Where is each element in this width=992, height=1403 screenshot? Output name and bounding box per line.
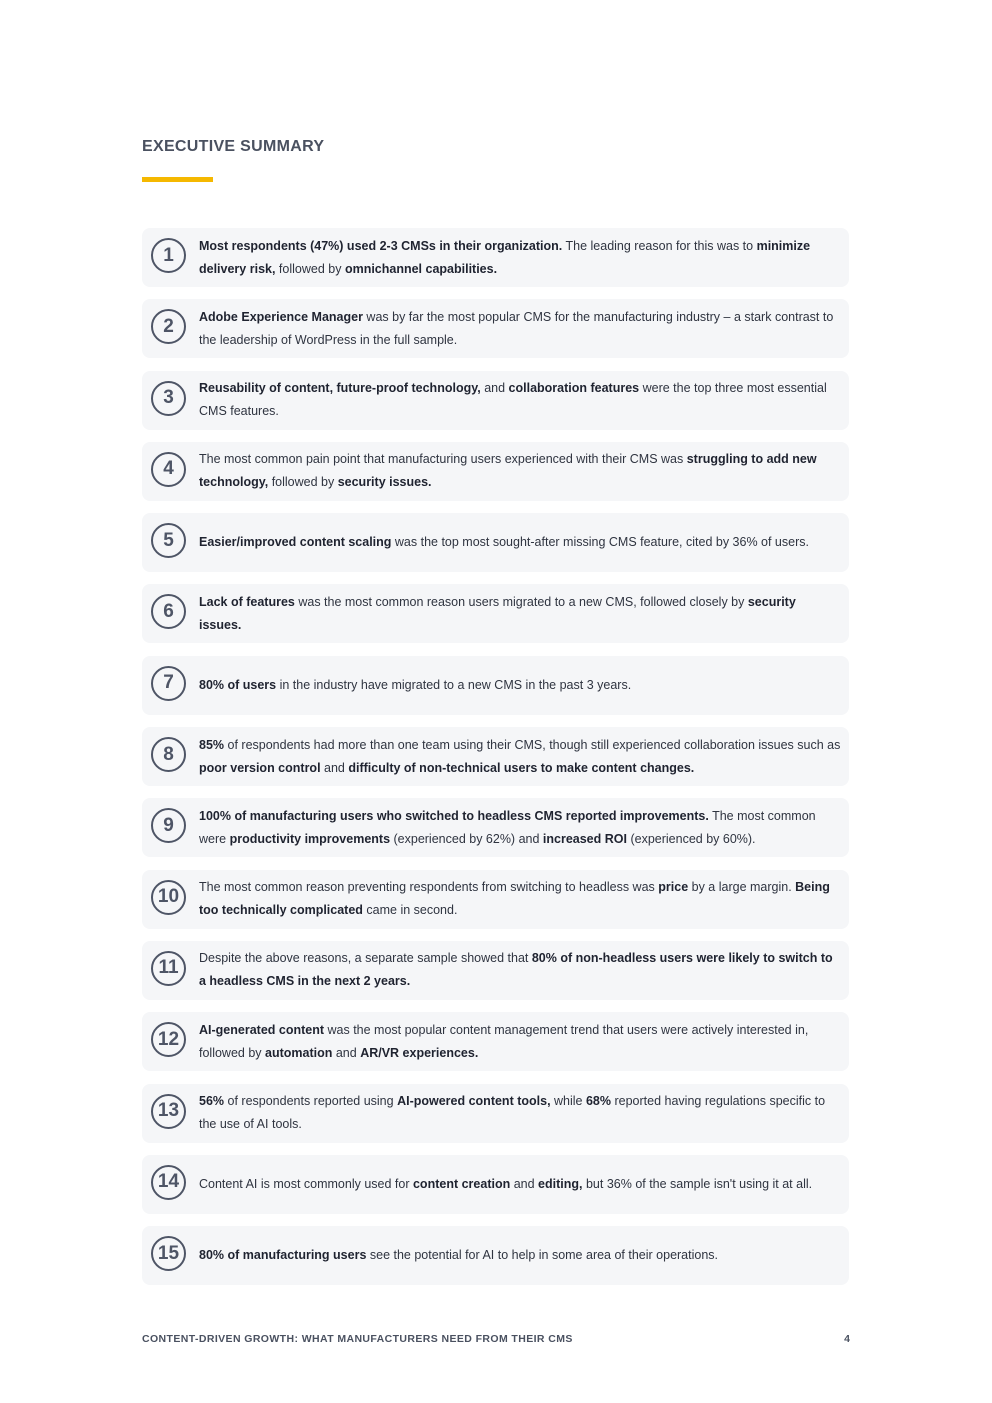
- body-text: while: [550, 1094, 586, 1109]
- bold-text: editing,: [538, 1176, 583, 1191]
- item-text-content: [199, 531, 809, 554]
- bold-text: 80% of non-headless users were likely to switch to a headless CMS in the next 2 years.: [199, 951, 833, 989]
- body-text: were the top three most essential CMS features.: [199, 381, 827, 419]
- body-text: see the potential for AI to help in some area of their operations.: [366, 1248, 719, 1263]
- bold-text: Reusability of content, future-proof technology,: [199, 381, 481, 396]
- body-text: and: [480, 381, 509, 396]
- item-text: [199, 584, 841, 643]
- item-number-badge: 9: [151, 808, 186, 843]
- bold-text: Easier/improved content scaling: [199, 535, 392, 550]
- summary-item: [142, 941, 849, 1000]
- summary-item: [142, 1012, 849, 1071]
- footer-title: CONTENT-DRIVEN GROWTH: WHAT MANUFACTURERS NEED FROM THEIR CMS: [142, 1333, 573, 1345]
- bold-text: content creation: [412, 1176, 511, 1191]
- body-text: by a large margin.: [688, 880, 796, 895]
- item-text-content: [199, 947, 841, 993]
- bold-text: 80% of users: [199, 677, 277, 692]
- bold-text: security issues.: [199, 594, 796, 632]
- bold-text: minimize delivery risk,: [199, 238, 811, 276]
- item-number-badge: 10: [151, 880, 186, 915]
- summary-item: [142, 1226, 849, 1285]
- bold-text: 80% of manufacturing users: [199, 1248, 367, 1263]
- body-text: The most common reason preventing respondents from switching to headless was: [199, 880, 659, 895]
- body-text: was the top most sought-after missing CMS feature, cited by 36% of users.: [391, 535, 809, 550]
- bold-text: automation: [265, 1045, 333, 1060]
- item-text: [199, 1012, 841, 1071]
- body-text: of respondents had more than one team using their CMS, though still experienced collaboration issues such as: [224, 737, 841, 752]
- bold-text: increased ROI: [542, 831, 627, 846]
- body-text: came in second.: [362, 903, 458, 918]
- body-text: reported having regulations specific to the use of AI tools.: [199, 1094, 826, 1132]
- bold-text: 100% of manufacturing users who switched to headless CMS reported improvements.: [199, 808, 709, 823]
- summary-item: [142, 870, 849, 929]
- bold-text: omnichannel capabilities.: [344, 261, 498, 276]
- body-text: in the industry have migrated to a new CMS in the past 3 years.: [276, 677, 632, 692]
- summary-item: [142, 1155, 849, 1214]
- body-text: was the most popular content management trend that users were actively interested in, followed by: [199, 1022, 809, 1060]
- bold-text: 56%: [199, 1094, 225, 1109]
- item-text-content: [199, 1019, 841, 1065]
- item-text-content: [199, 674, 631, 697]
- body-text: followed by: [275, 261, 345, 276]
- summary-list: [142, 228, 849, 1297]
- bold-text: 68%: [585, 1094, 612, 1109]
- summary-item: [142, 513, 849, 572]
- bold-text: Lack of features: [199, 594, 295, 609]
- item-text: [199, 798, 841, 857]
- item-text-content: [199, 377, 841, 423]
- summary-item: [142, 371, 849, 430]
- body-text: and: [320, 760, 349, 775]
- summary-item: [142, 1084, 849, 1143]
- bold-text: Adobe Experience Manager: [199, 309, 363, 324]
- bold-text: 85%: [199, 737, 225, 752]
- body-text: (experienced by 60%).: [626, 831, 756, 846]
- body-text: and: [332, 1045, 361, 1060]
- item-number-badge: 11: [151, 951, 186, 986]
- summary-item: [142, 656, 849, 715]
- item-text-content: [199, 1090, 841, 1136]
- item-number-badge: 8: [151, 737, 186, 772]
- bold-text: productivity improvements: [229, 831, 391, 846]
- body-text: (experienced by 62%) and: [390, 831, 543, 846]
- bold-text: Being too technically complicated: [199, 880, 830, 918]
- item-number-badge: 5: [151, 523, 186, 558]
- item-text: [199, 371, 841, 430]
- item-text-content: [199, 1244, 718, 1267]
- item-text: [199, 228, 841, 287]
- bold-text: difficulty of non-technical users to make content changes.: [348, 760, 695, 775]
- item-text-content: [199, 805, 841, 851]
- item-number-badge: 2: [151, 309, 186, 344]
- body-text: The most common pain point that manufacturing users experienced with their CMS was: [199, 452, 687, 467]
- body-text: The leading reason for this was to: [562, 238, 757, 253]
- item-text-content: [199, 306, 841, 352]
- page-title: EXECUTIVE SUMMARY: [142, 138, 325, 155]
- item-text-content: [199, 1173, 812, 1196]
- item-text: [199, 1084, 841, 1143]
- bold-text: poor version control: [199, 760, 321, 775]
- item-text: [199, 1155, 841, 1214]
- bold-text: collaboration features: [508, 381, 640, 396]
- item-number-badge: 7: [151, 666, 186, 701]
- item-number-badge: 3: [151, 381, 186, 416]
- bold-text: Most respondents (47%) used 2-3 CMSs in their organization.: [199, 238, 563, 253]
- item-number-badge: 12: [151, 1022, 186, 1057]
- item-text: [199, 442, 841, 501]
- summary-item: [142, 228, 849, 287]
- title-underline: [142, 177, 213, 182]
- summary-item: [142, 727, 849, 786]
- item-number-badge: 4: [151, 452, 186, 487]
- bold-text: struggling to add new technology,: [199, 452, 817, 490]
- bold-text: price: [658, 880, 689, 895]
- item-text-content: [199, 448, 841, 494]
- bold-text: security issues.: [337, 475, 432, 490]
- body-text: The most common were: [199, 808, 816, 846]
- item-number-badge: 1: [151, 238, 186, 273]
- item-text: [199, 870, 841, 929]
- body-text: Despite the above reasons, a separate sample showed that: [199, 951, 532, 966]
- body-text: was the most common reason users migrated to a new CMS, followed closely by: [294, 594, 748, 609]
- item-text: [199, 941, 841, 1000]
- item-text: [199, 299, 841, 358]
- body-text: followed by: [268, 475, 338, 490]
- item-text-content: [199, 591, 841, 637]
- body-text: of respondents reported using: [224, 1094, 398, 1109]
- body-text: Content AI is most commonly used for: [199, 1176, 413, 1191]
- summary-item: [142, 798, 849, 857]
- body-text: but 36% of the sample isn't using it at all.: [582, 1176, 813, 1191]
- item-text: [199, 1226, 841, 1285]
- summary-item: [142, 299, 849, 358]
- item-number-badge: 6: [151, 594, 186, 629]
- summary-item: [142, 442, 849, 501]
- bold-text: AI-generated content: [199, 1022, 325, 1037]
- body-text: and: [510, 1176, 539, 1191]
- bold-text: AR/VR experiences.: [360, 1045, 479, 1060]
- item-text-content: [199, 876, 841, 922]
- item-number-badge: 14: [151, 1165, 186, 1200]
- item-text-content: [199, 734, 841, 780]
- item-text: [199, 513, 841, 572]
- summary-item: [142, 584, 849, 643]
- item-text: [199, 727, 841, 786]
- item-text: [199, 656, 841, 715]
- item-number-badge: 13: [151, 1094, 186, 1129]
- page-number: 4: [844, 1333, 850, 1345]
- item-number-badge: 15: [151, 1236, 186, 1271]
- body-text: was by far the most popular CMS for the manufacturing industry – a stark contrast to the leadership of WordPress in the full sample.: [199, 309, 834, 347]
- item-text-content: [199, 235, 841, 281]
- bold-text: AI-powered content tools,: [397, 1094, 551, 1109]
